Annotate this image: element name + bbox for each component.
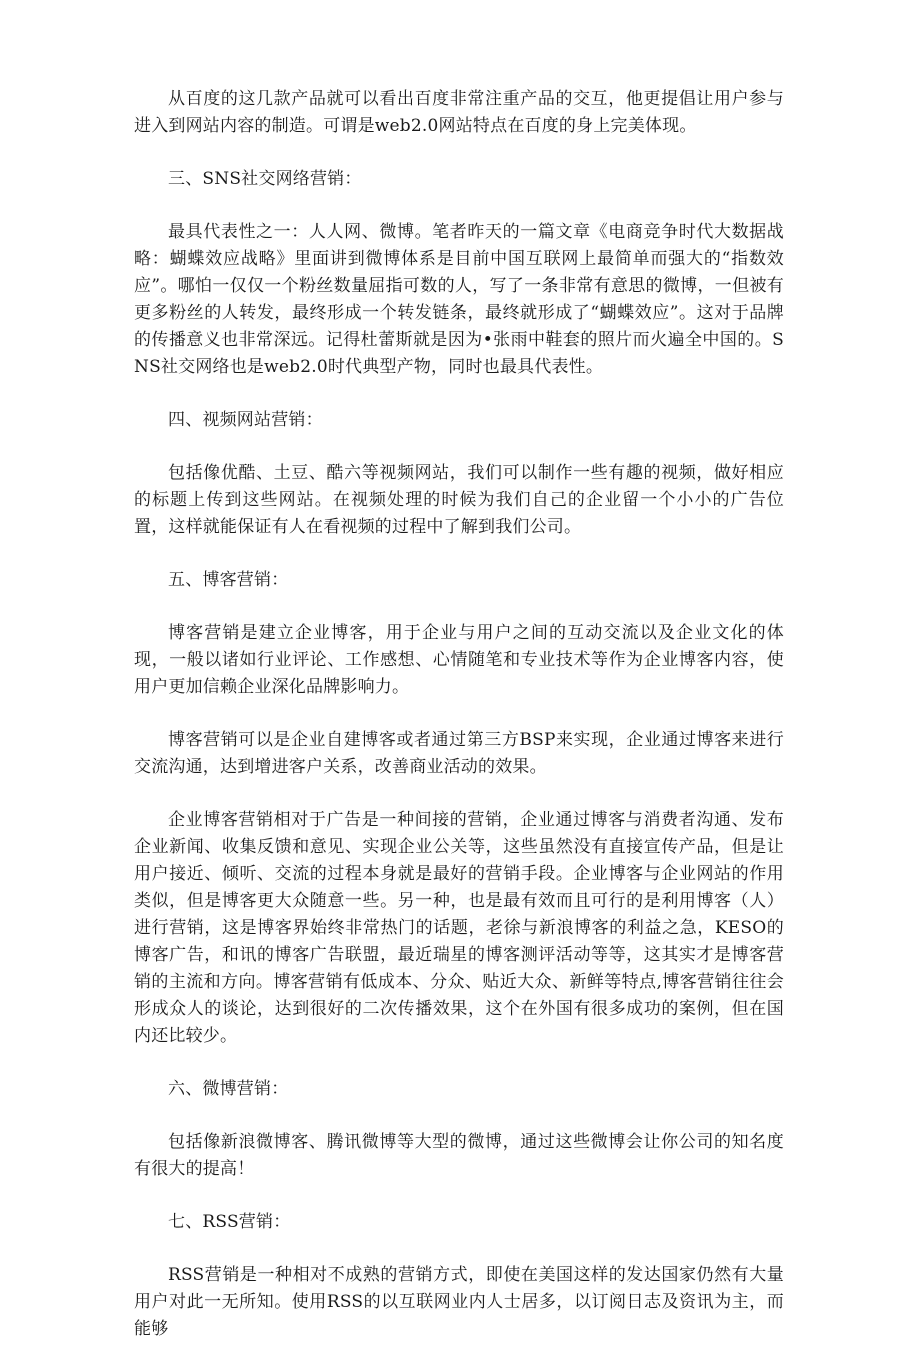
section-heading-video: 四、视频网站营销： [168,410,323,430]
paragraph-sns: 最具代表性之一：人人网、微博。笔者昨天的一篇文章《电商竞争时代大数据战略：蝴蝶效应战略》里面讲到微博体系是目前中国互联网上最简单而强大的“指数效应”。哪怕一仅仅一个粉丝数量屈指可数的人，写了一条非常有意思的微博，一但被有更多粉丝的人转发，最终形成一个转发链条，最终就形成了“蝴蝶效应”。这对于品牌的传播意义也非常深远。记得杜蕾斯就是因为•张雨中鞋套的照片而火遍全中国的。SNS社交网络也是web2.0时代典型产物，同时也最具代表性。 [134,222,784,377]
paragraph-blog-definition: 博客营销是建立企业博客，用于企业与用户之间的互动交流以及企业文化的体现，一般以诸如行业评论、工作感想、心情随笔和专业技术等作为企业博客内容，使用户更加信赖企业深化品牌影响力。 [134,623,784,697]
paragraph-blog-bsp: 博客营销可以是企业自建博客或者通过第三方BSP来实现，企业通过博客来进行交流沟通，达到增进客户关系，改善商业活动的效果。 [134,730,784,777]
paragraph-baidu-interaction: 从百度的这几款产品就可以看出百度非常注重产品的交互，他更提倡让用户参与进入到网站内容的制造。可谓是web2.0网站特点在百度的身上完美体现。 [134,89,784,136]
section-heading-rss: 七、RSS营销： [168,1212,291,1232]
section-heading-sns: 三、SNS社交网络营销： [168,169,362,189]
document-body [134,86,784,1369]
paragraph-blog-enterprise: 企业博客营销相对于广告是一种间接的营销，企业通过博客与消费者沟通、发布企业新闻、收集反馈和意见、实现企业公关等，这些虽然没有直接宣传产品，但是让用户接近、倾听、交流的过程本身就是最好的营销手段。企业博客与企业网站的作用类似，但是博客更大众随意一些。另一种，也是最有效而且可行的是利用博客（人）进行营销，这是博客界始终非常热门的话题，老徐与新浪博客的利益之急，KESO的博客广告，和讯的博客广告联盟，最近瑞星的博客测评活动等等，这其实才是博客营销的主流和方向。博客营销有低成本、分众、贴近大众、新鲜等特点,博客营销往往会形成众人的谈论，达到很好的二次传播效果，这个在外国有很多成功的案例，但在国内还比较少。 [134,810,784,1046]
section-heading-blog: 五、博客营销： [168,570,289,590]
paragraph-weibo: 包括像新浪微博客、腾讯微博等大型的微博，通过这些微博会让你公司的知名度有很大的提高！ [134,1132,784,1179]
paragraph-rss: RSS营销是一种相对不成熟的营销方式，即使在美国这样的发达国家仍然有大量用户对此一无所知。使用RSS的以互联网业内人士居多，以订阅日志及资讯为主，而能够 [134,1265,784,1339]
section-heading-weibo: 六、微博营销： [168,1079,289,1099]
paragraph-video: 包括像优酷、土豆、酷六等视频网站，我们可以制作一些有趣的视频，做好相应的标题上传到这些网站。在视频处理的时候为我们自己的企业留一个小小的广告位置，这样就能保证有人在看视频的过程中了解到我们公司。 [134,463,784,537]
